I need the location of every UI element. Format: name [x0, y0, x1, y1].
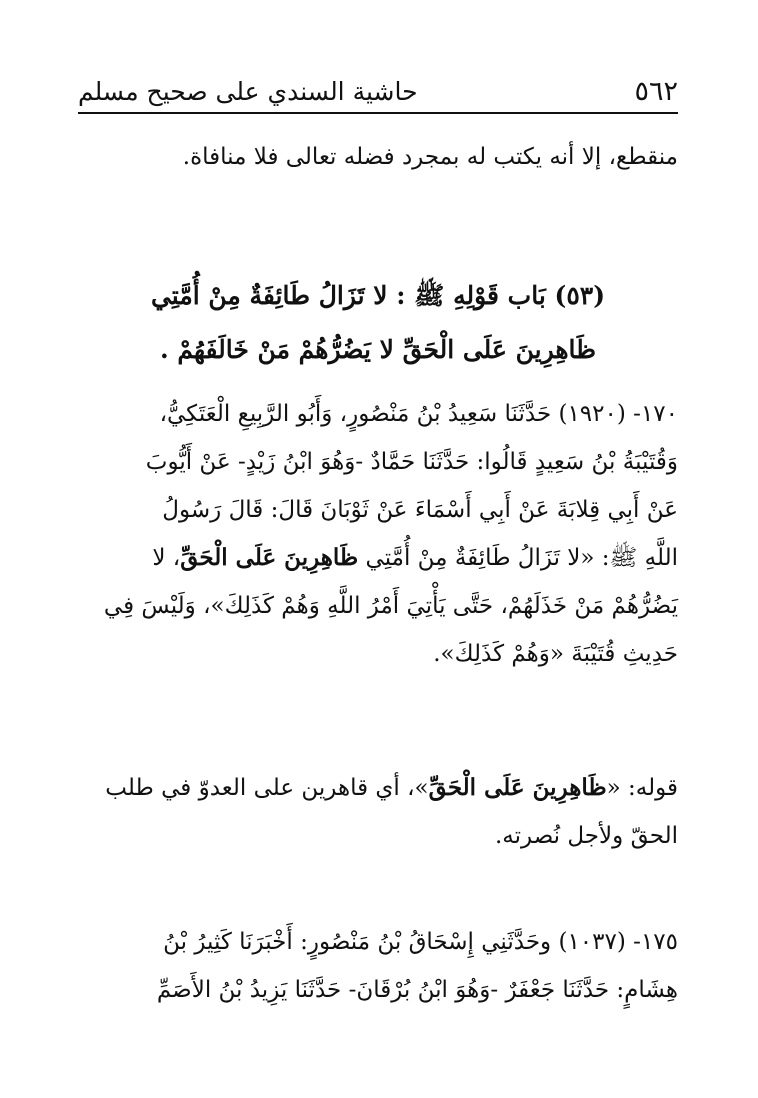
- running-title: حاشية السندي على صحيح مسلم: [78, 77, 418, 106]
- text-line: ١٧٠- (١٩٢٠) حَدَّثَنَا سَعِيدُ بْنُ مَنْصُورٍ، وَأَبُو الرَّبِيعِ الْعَتَكِيُّ،: [159, 401, 678, 427]
- page-number: ٥٦٢: [634, 76, 678, 107]
- page-header: [78, 68, 678, 108]
- text-line: [78, 764, 678, 812]
- text-line: عَنْ أَبِي قِلابَةَ عَنْ أَبِي أَسْمَاءَ عَنْ ثَوْبَانَ قَالَ: قَالَ رَسُولُ: [162, 497, 678, 523]
- continuation-paragraph: [78, 133, 678, 181]
- chapter-heading-line-1: (٥٣) بَاب قَوْلِهِ ﷺ : لا تَزَالُ طَائِفَةٌ مِنْ أُمَّتِي: [150, 281, 606, 310]
- text-line: يَضُرُّهُمْ مَنْ خَذَلَهُمْ، حَتَّى يَأْتِيَ أَمْرُ اللَّهِ وَهُمْ كَذَلِكَ»، وَلَيْسَ فِي: [103, 593, 678, 619]
- text-segment: قوله: «: [606, 775, 678, 801]
- text-line: منقطع، إلا أنه يكتب له بمجرد فضله تعالى فلا منافاة.: [182, 144, 678, 170]
- text-line: هِشَامٍ: حَدَّثَنَا جَعْفَرٌ -وَهُوَ ابْنُ بُرْقَانَ- حَدَّثَنَا يَزِيدُ بْنُ الأَصَمِّ: [156, 977, 678, 1003]
- hadith-170: [78, 390, 678, 678]
- text-segment: اللَّهِ ﷺ: «لا تَزَالُ طَائِفَةٌ مِنْ أُمَّتِي: [358, 545, 678, 571]
- text-line: ١٧٥- (١٠٣٧) وحَدَّثَنِي إِسْحَاقُ بْنُ مَنْصُورٍ: أَخْبَرَنَا كَثِيرُ بْنُ: [163, 929, 678, 955]
- hadith-175: [78, 918, 678, 1014]
- text-line: الحقّ ولأجل نُصرته.: [495, 823, 678, 849]
- commentary-paragraph: [78, 764, 678, 860]
- chapter-heading-line-2: ظَاهِرِينَ عَلَى الْحَقِّ لا يَضُرُّهُمْ مَنْ خَالَفَهُمْ .: [159, 335, 597, 364]
- emphasized-text: ظَاهِرِينَ عَلَى الْحَقِّ: [180, 544, 359, 571]
- text-segment: ، لا: [152, 545, 181, 571]
- text-segment: »، أي قاهرين على العدوّ في طلب: [105, 775, 429, 801]
- text-line: وَقُتَيْبَةُ بْنُ سَعِيدٍ قَالُوا: حَدَّثَنَا حَمَّادٌ -وَهُوَ ابْنُ زَيْدٍ- عَنْ أَيُّوبَ: [145, 449, 678, 475]
- text-line: حَدِيثِ قُتَيْبَةَ «وَهُمْ كَذَلِكَ».: [433, 641, 678, 667]
- text-line: [78, 534, 678, 582]
- emphasized-text: ظَاهِرِينَ عَلَى الْحَقِّ: [428, 774, 607, 801]
- header-divider: [78, 112, 678, 114]
